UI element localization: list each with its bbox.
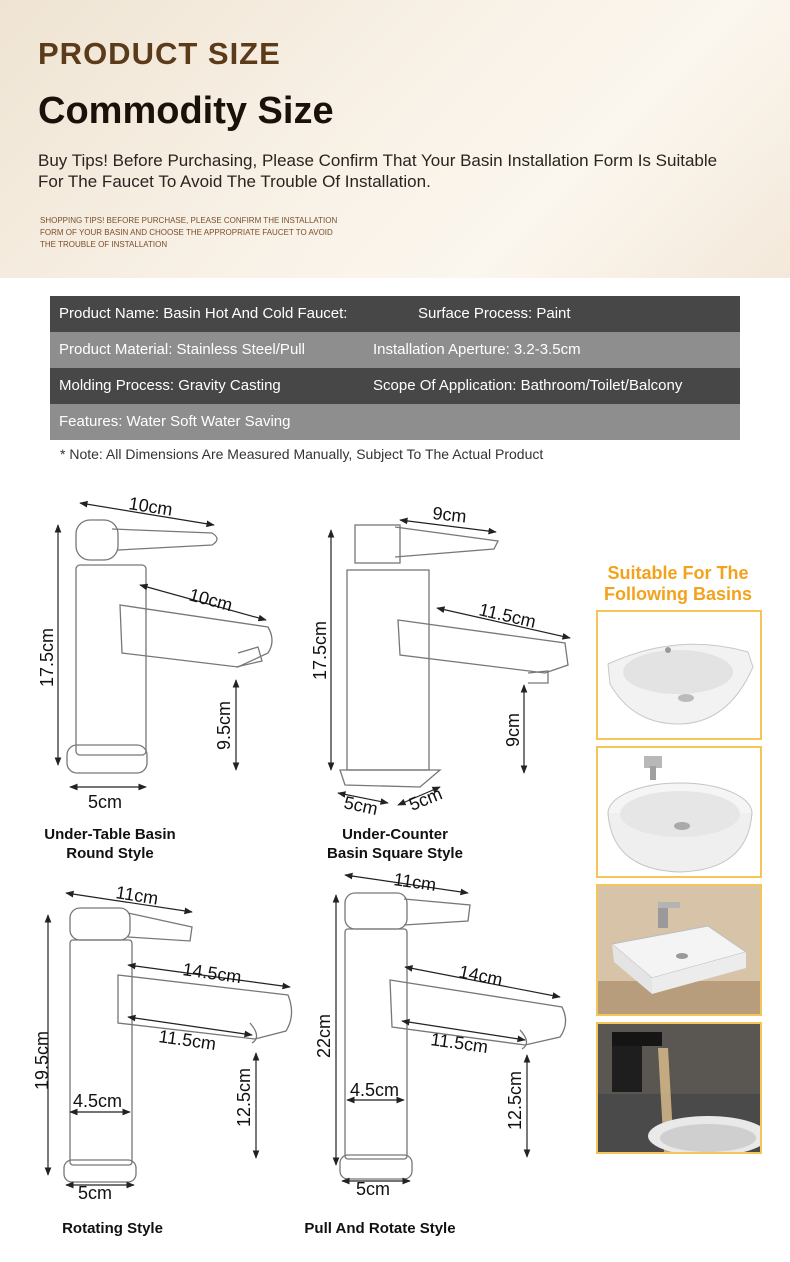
square-base-depth: 5cm xyxy=(342,792,380,819)
basin-image xyxy=(598,1024,760,1152)
square-total-height: 17.5cm xyxy=(310,620,330,680)
spec-row xyxy=(50,332,740,368)
spec-row xyxy=(50,368,740,404)
pull-spout-inner: 11.5cm xyxy=(429,1029,490,1057)
page-title: Commodity Size xyxy=(38,90,334,132)
round-faucet-drawing xyxy=(67,520,272,773)
caption-square-style xyxy=(305,825,485,863)
round-base-width: 5cm xyxy=(88,792,123,812)
caption-square-line2: Basin Square Style xyxy=(327,845,463,862)
rotating-spout-inner: 11.5cm xyxy=(157,1026,218,1054)
pull-handle-length: 11cm xyxy=(392,869,438,895)
square-base-width: 5cm xyxy=(406,783,446,815)
round-handle-length: 10cm xyxy=(127,493,174,520)
spec-aperture: Installation Aperture: 3.2-3.5cm xyxy=(373,341,581,358)
caption-rotating-style: Rotating Style xyxy=(62,1220,163,1237)
basins-title-line2: Following Basins xyxy=(603,584,752,604)
rotating-total-height: 19.5cm xyxy=(32,1030,52,1090)
rotating-body-width: 4.5cm xyxy=(73,1091,123,1111)
spec-application: Scope Of Application: Bathroom/Toilet/Balcony xyxy=(373,377,683,394)
square-faucet-drawing xyxy=(340,525,568,787)
basin-image xyxy=(598,886,760,1014)
basins-title-line1: Suitable For The xyxy=(607,563,749,583)
spec-features: Features: Water Soft Water Saving xyxy=(59,413,291,430)
spec-table xyxy=(50,296,740,440)
section-label: PRODUCT SIZE xyxy=(38,36,281,71)
pull-total-height: 22cm xyxy=(314,1013,334,1058)
basin-image xyxy=(598,748,760,876)
basin-photo-undermount xyxy=(596,1022,762,1154)
buy-tips: Buy Tips! Before Purchasing, Please Confirm That Your Basin Installation Form Is Suitable For The Faucet To Avoid The Trouble Of Installation. xyxy=(38,151,718,191)
caption-round-line1: Under-Table Basin xyxy=(44,826,176,843)
pull-base-width: 5cm xyxy=(356,1179,391,1199)
pull-body-width: 4.5cm xyxy=(350,1080,400,1100)
rotating-spout-total: 14.5cm xyxy=(181,959,243,988)
rotating-spout-height: 12.5cm xyxy=(234,1067,254,1127)
caption-round-line2: Round Style xyxy=(66,845,154,862)
round-total-height: 17.5cm xyxy=(37,627,57,687)
basin-photo-wall-mounted xyxy=(596,610,762,740)
basins-title xyxy=(590,563,766,605)
header-banner xyxy=(0,0,790,278)
basin-image xyxy=(598,612,760,738)
caption-square-line1: Under-Counter xyxy=(342,826,448,843)
basin-photo-round-vessel xyxy=(596,746,762,878)
rotating-handle-length: 11cm xyxy=(114,882,160,909)
square-spout-height: 9cm xyxy=(503,712,523,747)
shopping-tips: SHOPPING TIPS! BEFORE PURCHASE, PLEASE CONFIRM THE INSTALLATION FORM OF YOUR BASIN AND CHOOSE THE APPROPRIATE FAUCET TO AVOID THE TROUBLE OF INSTALLATION xyxy=(40,216,338,249)
caption-round-style xyxy=(20,825,200,863)
measurement-note: * Note: All Dimensions Are Measured Manually, Subject To The Actual Product xyxy=(60,446,544,462)
rotating-base-width: 5cm xyxy=(78,1183,113,1203)
caption-pull-style: Pull And Rotate Style xyxy=(304,1220,456,1237)
faucet-dimension-diagrams xyxy=(0,475,590,1262)
square-handle-length: 9cm xyxy=(431,503,468,527)
square-spout-length: 11.5cm xyxy=(477,599,538,632)
round-spout-height: 9.5cm xyxy=(214,700,234,750)
spec-surface-process: Surface Process: Paint xyxy=(418,305,571,322)
pull-spout-total: 14cm xyxy=(457,961,505,991)
spec-row xyxy=(50,296,740,332)
round-spout-length: 10cm xyxy=(186,584,235,616)
basin-photo-rectangular-vessel xyxy=(596,884,762,1016)
spec-molding: Molding Process: Gravity Casting xyxy=(59,377,281,394)
spec-product-name: Product Name: Basin Hot And Cold Faucet: xyxy=(59,305,348,322)
pull-spout-height: 12.5cm xyxy=(505,1070,525,1130)
spec-material: Product Material: Stainless Steel/Pull xyxy=(59,341,305,358)
spec-row xyxy=(50,404,740,440)
